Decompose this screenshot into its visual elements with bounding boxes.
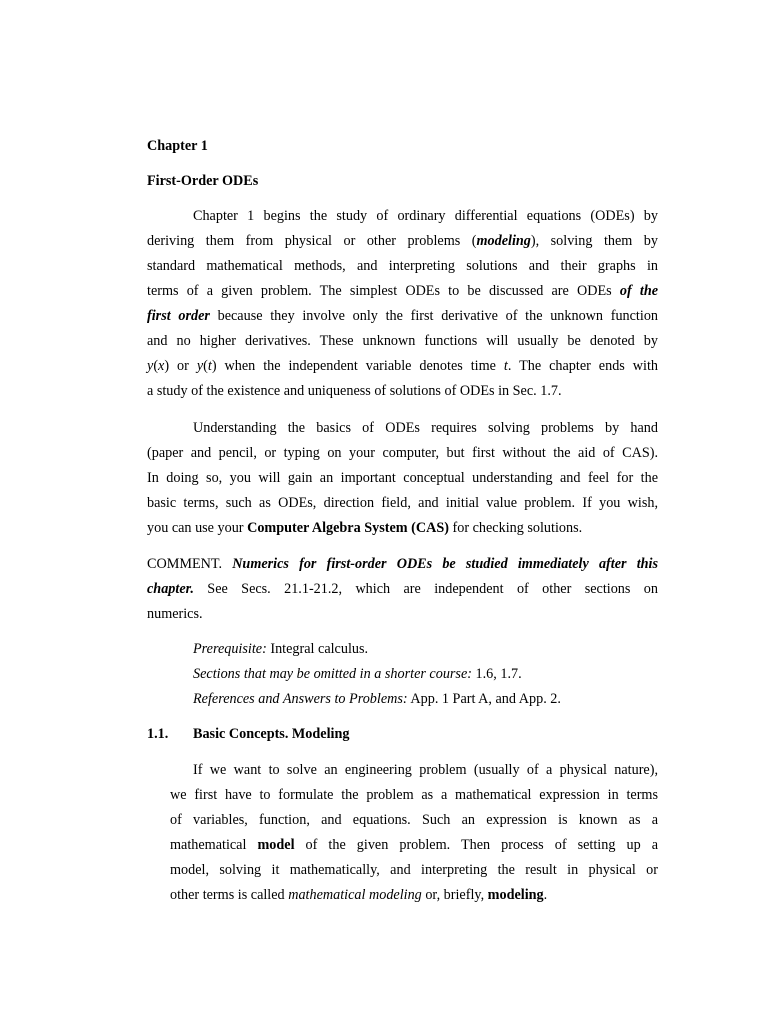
- comment-line-1: COMMENT. Numerics for first-order ODEs be studied immediately after this: [147, 556, 658, 572]
- intro-line-4: terms of a given problem. The simplest ODEs to be discussed are ODEs of the: [147, 283, 659, 299]
- para3-line-2: we first have to formulate the problem as a mathematical expression in terms: [170, 787, 658, 803]
- omit-sections-line: Sections that may be omitted in a shorter course: 1.6, 1.7.: [193, 666, 522, 682]
- intro-line-8: a study of the existence and uniqueness of solutions of ODEs in Sec. 1.7.: [147, 383, 562, 399]
- chapter-label: Chapter 1: [147, 138, 208, 154]
- para2-line-2: (paper and pencil, or typing on your computer, but first without the aid of CAS).: [147, 445, 658, 461]
- comment-line-3: numerics.: [147, 606, 203, 622]
- section-title: Basic Concepts. Modeling: [193, 726, 350, 742]
- para3-line-1: If we want to solve an engineering problem (usually of a physical nature),: [193, 762, 658, 778]
- prerequisite-line: Prerequisite: Integral calculus.: [193, 641, 369, 657]
- para3-line-6: other terms is called mathematical modeling or, briefly, modeling.: [170, 887, 548, 903]
- intro-line-1: Chapter 1 begins the study of ordinary differential equations (ODEs) by: [193, 208, 658, 224]
- intro-line-6: and no higher derivatives. These unknown functions will usually be denoted by: [147, 333, 658, 349]
- chapter-title: First-Order ODEs: [147, 173, 259, 189]
- para3-line-5: model, solving it mathematically, and interpreting the result in physical or: [170, 862, 658, 878]
- intro-line-2: deriving them from physical or other problems (modeling), solving them by: [147, 233, 658, 249]
- para3-line-3: of variables, function, and equations. Such an expression is known as a: [170, 812, 658, 828]
- para2-line-4: basic terms, such as ODEs, direction field, and initial value problem. If you wish,: [147, 495, 658, 511]
- section-number: 1.1.: [147, 726, 169, 742]
- para2-line-3: In doing so, you will gain an important conceptual understanding and feel for the: [147, 470, 658, 486]
- intro-line-5: first order because they involve only the first derivative of the unknown function: [147, 308, 659, 324]
- references-line: References and Answers to Problems: App. 1 Part A, and App. 2.: [193, 691, 561, 707]
- para2-line-5: you can use your Computer Algebra System (CAS) for checking solutions.: [147, 520, 583, 536]
- intro-line-3: standard mathematical methods, and interpreting solutions and their graphs in: [147, 258, 658, 274]
- para2-line-1: Understanding the basics of ODEs requires solving problems by hand: [193, 420, 658, 436]
- para3-line-4: mathematical model of the given problem. Then process of setting up a: [170, 837, 659, 853]
- intro-line-7: y(x) or y(t) when the independent variable denotes time t. The chapter ends with: [147, 358, 658, 374]
- comment-line-2: chapter. See Secs. 21.1-21.2, which are independent of other sections on: [147, 581, 658, 597]
